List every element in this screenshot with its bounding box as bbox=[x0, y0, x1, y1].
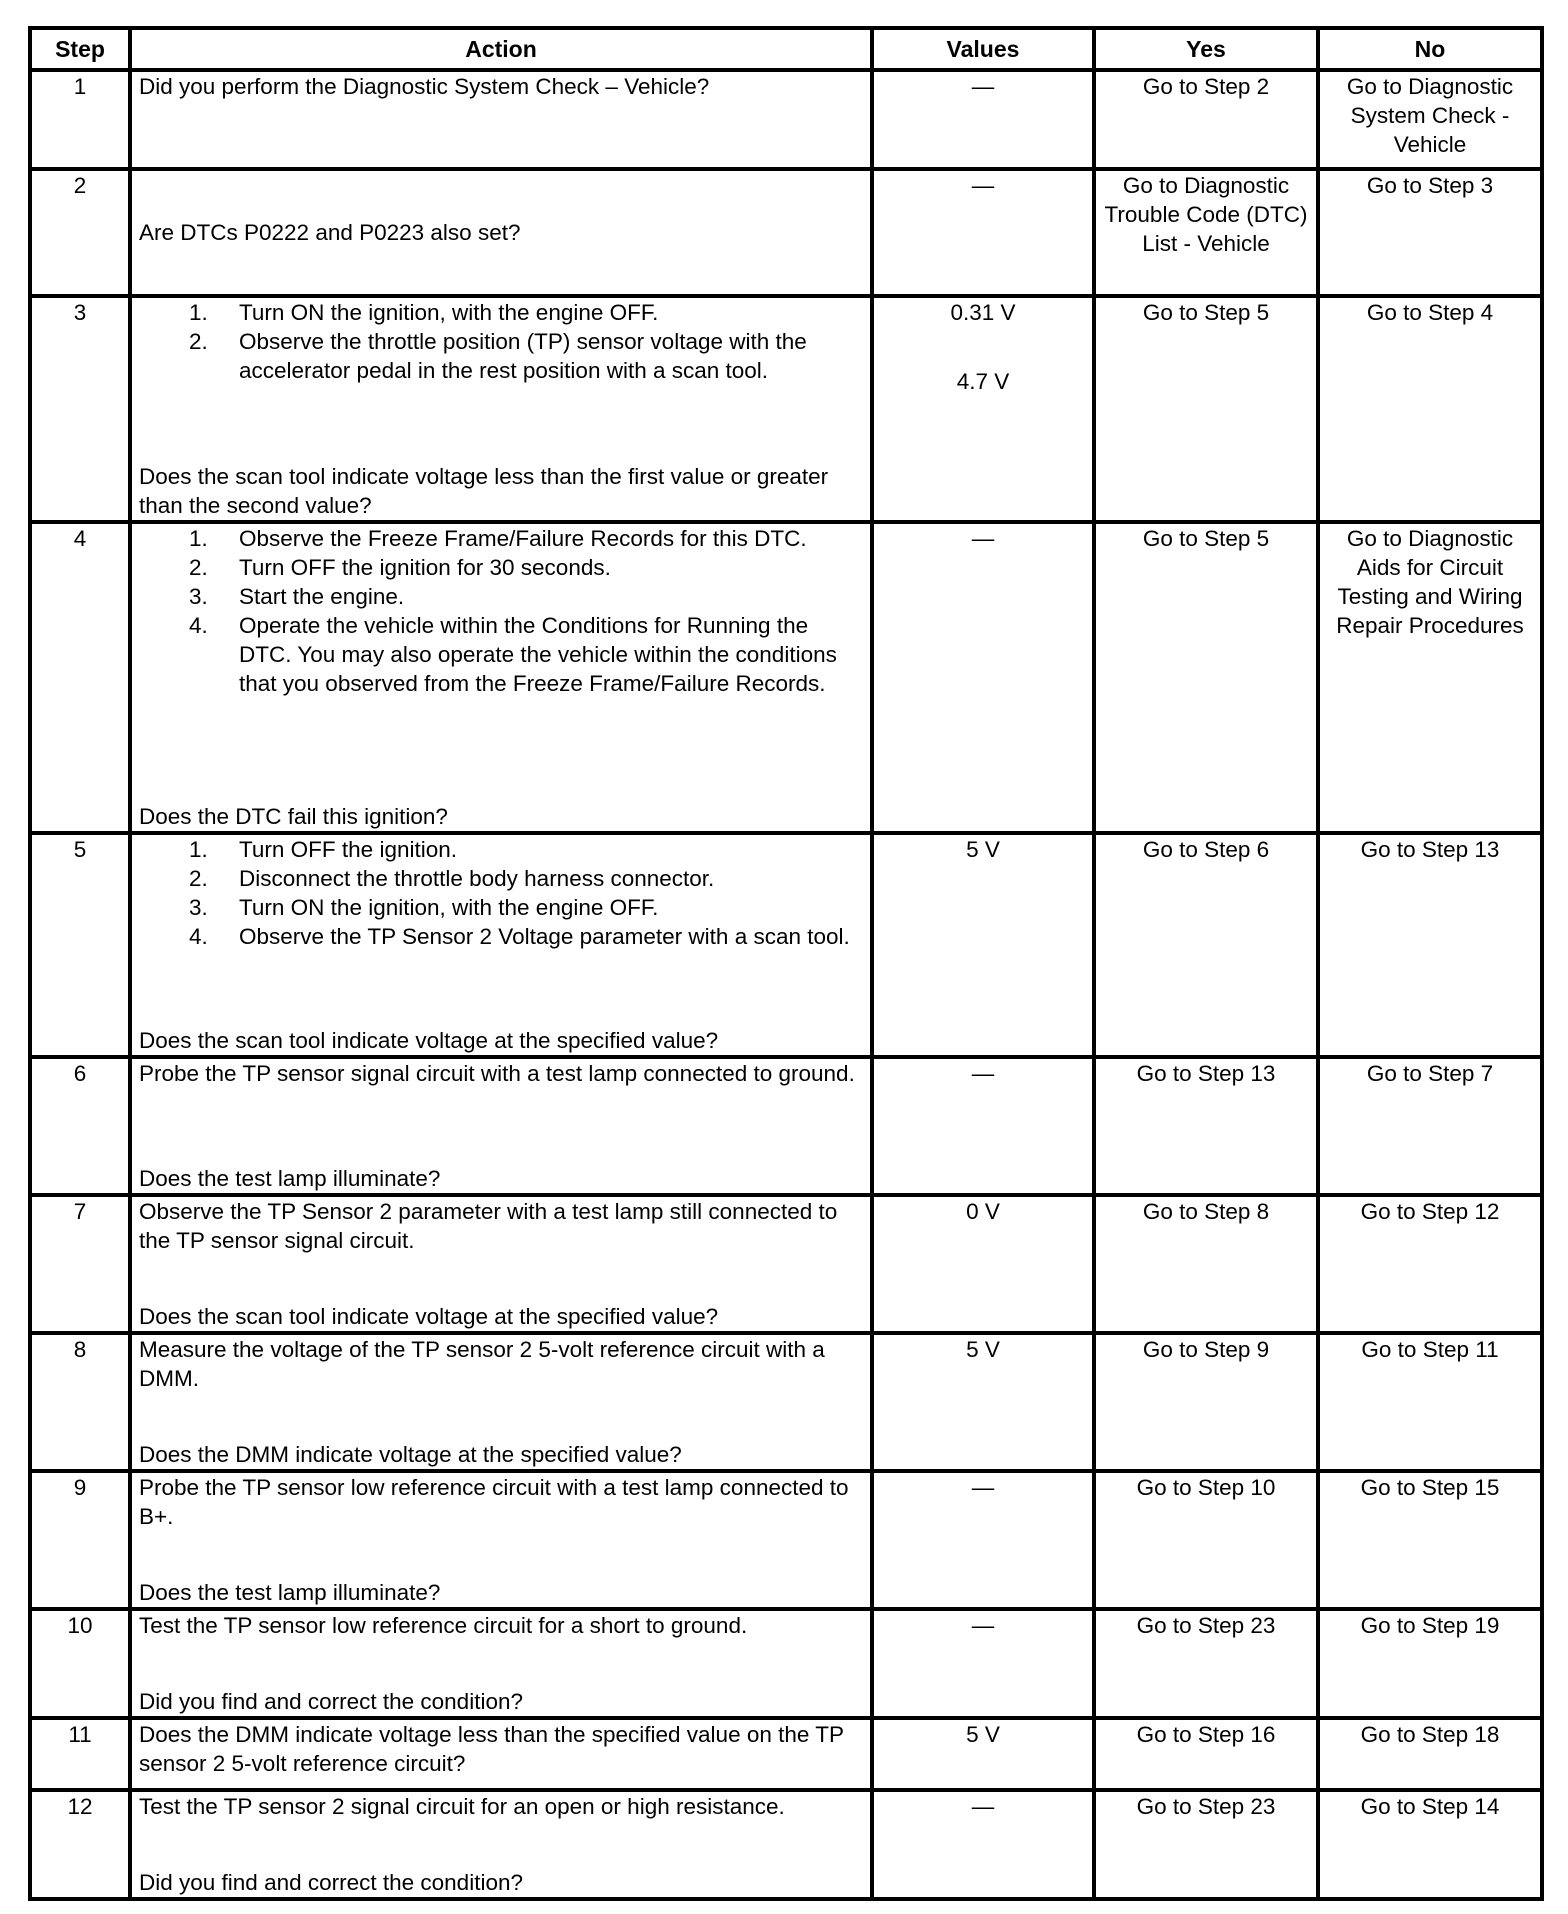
list-item: 1. Turn ON the ignition, with the engine OFF. bbox=[189, 300, 659, 325]
no-link[interactable]: Go to Step 19 bbox=[1318, 1609, 1542, 1718]
list-item: 3. Turn ON the ignition, with the engine OFF. bbox=[189, 895, 659, 920]
no-link[interactable]: Go to Step 7 bbox=[1318, 1057, 1542, 1195]
action-question: Did you find and correct the condition? bbox=[139, 1870, 523, 1895]
list-item: 2. Observe the throttle position (TP) sensor voltage with the accelerator pedal in the rest position with a scan tool. bbox=[189, 329, 807, 383]
action-cell bbox=[130, 1333, 872, 1471]
action-steps-list bbox=[139, 835, 863, 951]
table-row bbox=[30, 1790, 1542, 1899]
diagnostic-table-page bbox=[28, 26, 1540, 1895]
action-text: Measure the voltage of the TP sensor 2 5-volt reference circuit with a DMM. bbox=[139, 1337, 825, 1391]
values-cell: 5 V bbox=[872, 1718, 1094, 1790]
values-cell: — bbox=[872, 522, 1094, 833]
step-number: 10 bbox=[30, 1609, 130, 1718]
list-item: 4. Operate the vehicle within the Conditions for Running the DTC. You may also operate the vehicle within the conditions that you observed from the Freeze Frame/Failure Records. bbox=[189, 613, 837, 696]
values-cell: 0 V bbox=[872, 1195, 1094, 1333]
yes-link[interactable]: Go to Step 23 bbox=[1094, 1790, 1318, 1899]
values-cell: — bbox=[872, 169, 1094, 296]
step-number: 11 bbox=[30, 1718, 130, 1790]
no-link[interactable]: Go to Step 13 bbox=[1318, 833, 1542, 1057]
no-link[interactable]: Go to Step 4 bbox=[1318, 296, 1542, 522]
yes-link[interactable]: Go to Step 13 bbox=[1094, 1057, 1318, 1195]
value-lower: 0.31 V bbox=[950, 300, 1016, 325]
table-row bbox=[30, 70, 1542, 169]
table-row bbox=[30, 1333, 1542, 1471]
yes-link[interactable]: Go to Diagnostic Trouble Code (DTC) List - Vehicle bbox=[1094, 169, 1318, 296]
values-cell: 5 V bbox=[872, 1333, 1094, 1471]
step-number: 12 bbox=[30, 1790, 130, 1899]
table-row bbox=[30, 1471, 1542, 1609]
header-step: Step bbox=[30, 28, 130, 70]
action-text: Probe the TP sensor low reference circuit with a test lamp connected to B+. bbox=[139, 1475, 849, 1529]
action-text: Test the TP sensor low reference circuit for a short to ground. bbox=[139, 1613, 748, 1638]
no-link[interactable]: Go to Step 15 bbox=[1318, 1471, 1542, 1609]
action-text: Test the TP sensor 2 signal circuit for an open or high resistance. bbox=[139, 1794, 785, 1819]
action-text: Observe the TP Sensor 2 parameter with a test lamp still connected to the TP sensor signal circuit. bbox=[139, 1199, 838, 1253]
yes-link[interactable]: Go to Step 10 bbox=[1094, 1471, 1318, 1609]
yes-link[interactable]: Go to Step 9 bbox=[1094, 1333, 1318, 1471]
no-link[interactable]: Go to Step 3 bbox=[1318, 169, 1542, 296]
values-cell: — bbox=[872, 1057, 1094, 1195]
step-number: 8 bbox=[30, 1333, 130, 1471]
step-number: 4 bbox=[30, 522, 130, 833]
action-cell bbox=[130, 522, 872, 833]
step-number: 2 bbox=[30, 169, 130, 296]
action-text: Does the DMM indicate voltage less than the specified value on the TP sensor 2 5-volt reference circuit? bbox=[139, 1722, 844, 1776]
action-cell bbox=[130, 1471, 872, 1609]
header-no: No bbox=[1318, 28, 1542, 70]
step-number: 6 bbox=[30, 1057, 130, 1195]
action-question: Does the scan tool indicate voltage less than the first value or greater than the second value? bbox=[139, 464, 829, 518]
header-row bbox=[30, 28, 1542, 70]
list-item: 2. Turn OFF the ignition for 30 seconds. bbox=[189, 555, 611, 580]
values-cell: — bbox=[872, 1609, 1094, 1718]
action-cell bbox=[130, 169, 872, 296]
no-link[interactable]: Go to Diagnostic System Check - Vehicle bbox=[1318, 70, 1542, 169]
list-item: 1. Observe the Freeze Frame/Failure Records for this DTC. bbox=[189, 526, 807, 551]
table-row bbox=[30, 1609, 1542, 1718]
action-steps-list bbox=[139, 524, 863, 698]
yes-link[interactable]: Go to Step 8 bbox=[1094, 1195, 1318, 1333]
action-question: Does the DMM indicate voltage at the specified value? bbox=[139, 1442, 682, 1467]
table-row bbox=[30, 522, 1542, 833]
no-link[interactable]: Go to Step 14 bbox=[1318, 1790, 1542, 1899]
header-values: Values bbox=[872, 28, 1094, 70]
action-text: Did you perform the Diagnostic System Check – Vehicle? bbox=[139, 74, 710, 99]
action-steps-list bbox=[139, 298, 863, 385]
action-cell bbox=[130, 1718, 872, 1790]
no-link[interactable]: Go to Step 12 bbox=[1318, 1195, 1542, 1333]
table-row bbox=[30, 833, 1542, 1057]
yes-link[interactable]: Go to Step 2 bbox=[1094, 70, 1318, 169]
list-item: 2. Disconnect the throttle body harness connector. bbox=[189, 866, 715, 891]
yes-link[interactable]: Go to Step 5 bbox=[1094, 296, 1318, 522]
values-cell bbox=[872, 296, 1094, 522]
step-number: 5 bbox=[30, 833, 130, 1057]
diagnostic-steps-table bbox=[28, 26, 1544, 1901]
table-row bbox=[30, 169, 1542, 296]
value-upper: 4.7 V bbox=[956, 369, 1010, 394]
action-question: Does the test lamp illuminate? bbox=[139, 1166, 441, 1191]
action-question: Did you find and correct the condition? bbox=[139, 1689, 523, 1714]
action-cell bbox=[130, 1609, 872, 1718]
action-question: Does the scan tool indicate voltage at the specified value? bbox=[139, 1028, 719, 1053]
yes-link[interactable]: Go to Step 5 bbox=[1094, 522, 1318, 833]
table-row bbox=[30, 1195, 1542, 1333]
list-item: 3. Start the engine. bbox=[189, 584, 405, 609]
yes-link[interactable]: Go to Step 23 bbox=[1094, 1609, 1318, 1718]
values-cell: — bbox=[872, 1471, 1094, 1609]
step-number: 1 bbox=[30, 70, 130, 169]
values-cell: — bbox=[872, 70, 1094, 169]
action-text: Are DTCs P0222 and P0223 also set? bbox=[139, 220, 521, 245]
header-action: Action bbox=[130, 28, 872, 70]
action-cell bbox=[130, 1057, 872, 1195]
values-cell: 5 V bbox=[872, 833, 1094, 1057]
action-question: Does the scan tool indicate voltage at the specified value? bbox=[139, 1304, 719, 1329]
action-cell bbox=[130, 70, 872, 169]
no-link[interactable]: Go to Diagnostic Aids for Circuit Testing and Wiring Repair Procedures bbox=[1318, 522, 1542, 833]
list-item: 1. Turn OFF the ignition. bbox=[189, 837, 458, 862]
table-row bbox=[30, 1057, 1542, 1195]
list-item: 4. Observe the TP Sensor 2 Voltage parameter with a scan tool. bbox=[189, 924, 850, 949]
no-link[interactable]: Go to Step 11 bbox=[1318, 1333, 1542, 1471]
table-row bbox=[30, 1718, 1542, 1790]
no-link[interactable]: Go to Step 18 bbox=[1318, 1718, 1542, 1790]
values-cell: — bbox=[872, 1790, 1094, 1899]
header-yes: Yes bbox=[1094, 28, 1318, 70]
step-number: 7 bbox=[30, 1195, 130, 1333]
step-number: 9 bbox=[30, 1471, 130, 1609]
action-cell bbox=[130, 296, 872, 522]
action-text: Probe the TP sensor signal circuit with a test lamp connected to ground. bbox=[139, 1061, 855, 1086]
action-cell bbox=[130, 833, 872, 1057]
table-row bbox=[30, 296, 1542, 522]
yes-link[interactable]: Go to Step 16 bbox=[1094, 1718, 1318, 1790]
action-cell bbox=[130, 1195, 872, 1333]
step-number: 3 bbox=[30, 296, 130, 522]
action-cell bbox=[130, 1790, 872, 1899]
action-question: Does the DTC fail this ignition? bbox=[139, 804, 448, 829]
yes-link[interactable]: Go to Step 6 bbox=[1094, 833, 1318, 1057]
action-question: Does the test lamp illuminate? bbox=[139, 1580, 441, 1605]
